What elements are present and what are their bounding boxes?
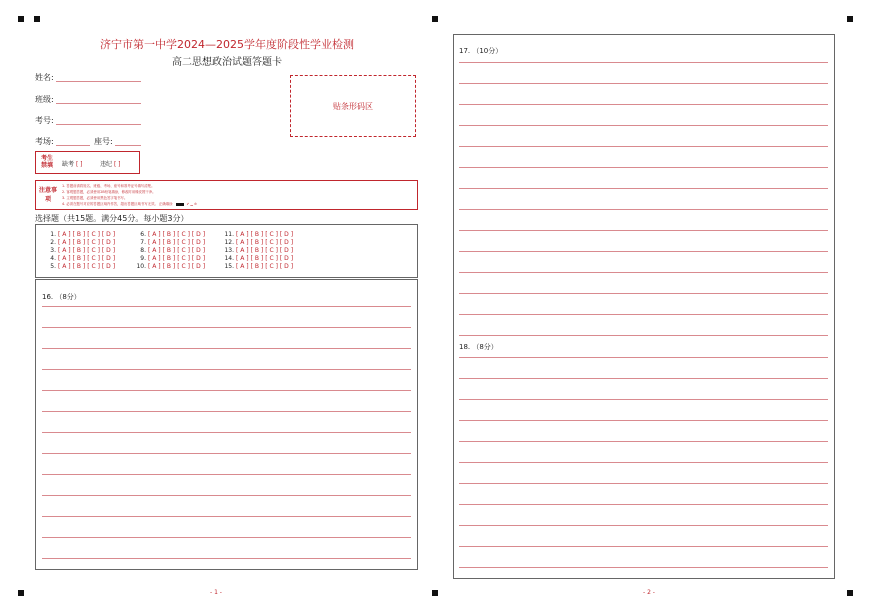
registration-mark xyxy=(432,590,438,596)
answer-line xyxy=(459,230,828,231)
answer-line xyxy=(459,420,828,421)
mc-option-bubble[interactable]: [ D ] xyxy=(101,247,116,254)
mc-option-bubble[interactable]: [ C ] xyxy=(177,239,190,246)
mc-option-bubble[interactable]: [ C ] xyxy=(87,255,100,262)
mc-option-bubble[interactable]: [ D ] xyxy=(101,263,116,270)
mc-question-number: 1. xyxy=(50,231,56,238)
registration-mark xyxy=(18,16,24,22)
mc-option-bubble[interactable]: [ B ] xyxy=(250,263,264,270)
note-item: 3. 主观题答题，必须使用黑色签字笔书写。 xyxy=(62,196,128,200)
mc-question-number: 11. xyxy=(224,231,234,238)
answer-line xyxy=(42,495,411,496)
violation-option[interactable] xyxy=(100,159,121,168)
answer-line xyxy=(459,209,828,210)
wrong-fill-example: ✔ ▁ ⊘ xyxy=(186,202,197,206)
mc-option-bubble[interactable]: [ B ] xyxy=(250,239,264,246)
answer-line xyxy=(459,546,828,547)
filled-mark-example xyxy=(176,203,184,206)
name-label: 姓名: xyxy=(35,73,54,82)
mc-question-number: 6. xyxy=(140,231,146,238)
mc-option-bubble[interactable]: [ C ] xyxy=(177,231,190,238)
answer-line xyxy=(42,306,411,307)
mc-option-bubble[interactable]: [ D ] xyxy=(279,231,294,238)
answer-line xyxy=(459,83,828,84)
mc-question xyxy=(136,247,207,255)
page-number-1: - 1 - xyxy=(210,589,222,596)
mc-question xyxy=(224,231,295,239)
answer-line xyxy=(459,441,828,442)
mc-option-bubble[interactable]: [ C ] xyxy=(265,231,278,238)
note-item-with-example xyxy=(62,201,412,207)
mc-question-number: 9. xyxy=(140,255,146,262)
mc-option-bubble[interactable]: [ C ] xyxy=(87,239,100,246)
mc-option-bubble[interactable]: [ D ] xyxy=(191,263,206,270)
mc-question-number: 10. xyxy=(136,263,146,270)
multiple-choice-box xyxy=(35,224,418,278)
mc-question xyxy=(46,239,117,247)
answer-line xyxy=(42,327,411,328)
mc-option-bubble[interactable]: [ A ] xyxy=(236,231,249,238)
answer-line xyxy=(42,369,411,370)
answer-line xyxy=(459,399,828,400)
mc-question xyxy=(224,247,295,255)
answer-line xyxy=(42,453,411,454)
answer-line xyxy=(459,167,828,168)
answer-line xyxy=(42,537,411,538)
mc-option-bubble[interactable]: [ B ] xyxy=(162,239,176,246)
answer-line xyxy=(459,525,828,526)
mc-question-number: 15. xyxy=(224,263,234,270)
mc-option-bubble[interactable]: [ D ] xyxy=(279,255,294,262)
mc-option-bubble[interactable]: [ C ] xyxy=(265,247,278,254)
registration-mark xyxy=(847,16,853,22)
mc-option-bubble[interactable]: [ B ] xyxy=(162,263,176,270)
absent-label: 缺考 xyxy=(62,161,75,168)
notes-box xyxy=(35,180,418,210)
mc-option-bubble[interactable]: [ C ] xyxy=(87,247,100,254)
mc-option-bubble[interactable]: [ B ] xyxy=(162,247,176,254)
mc-option-bubble[interactable]: [ A ] xyxy=(58,247,71,254)
mc-option-bubble[interactable]: [ C ] xyxy=(87,263,100,270)
mc-question xyxy=(224,255,295,263)
exam-room-field[interactable] xyxy=(56,145,90,146)
fill-example-label: 正确填涂 xyxy=(158,202,173,206)
mc-question-number: 4. xyxy=(50,255,56,262)
page-number-2: - 2 - xyxy=(643,589,655,596)
mc-option-bubble[interactable]: [ D ] xyxy=(191,231,206,238)
class-label: 班级: xyxy=(35,95,54,104)
mc-option-bubble[interactable]: [ A ] xyxy=(148,231,161,238)
answer-line xyxy=(459,378,828,379)
absence-label: 考生禁填 xyxy=(40,155,53,169)
name-field[interactable] xyxy=(56,81,141,82)
mc-question xyxy=(46,255,117,263)
mc-option-bubble[interactable]: [ B ] xyxy=(72,247,86,254)
mc-option-bubble[interactable]: [ A ] xyxy=(236,239,249,246)
mc-question-number: 14. xyxy=(224,255,234,262)
answer-line xyxy=(42,516,411,517)
answer-line xyxy=(459,293,828,294)
absent-bracket: [ ] xyxy=(75,161,83,168)
mc-option-bubble[interactable]: [ B ] xyxy=(162,255,176,262)
mc-option-bubble[interactable]: [ A ] xyxy=(58,255,71,262)
answer-line xyxy=(459,335,828,336)
violation-label: 违纪 xyxy=(100,161,113,168)
answer-line xyxy=(42,390,411,391)
mc-question xyxy=(46,231,117,239)
mc-option-bubble[interactable]: [ D ] xyxy=(279,239,294,246)
mc-option-bubble[interactable]: [ B ] xyxy=(72,255,86,262)
mc-option-bubble[interactable]: [ D ] xyxy=(191,255,206,262)
answer-line xyxy=(42,558,411,559)
mc-option-bubble[interactable]: [ B ] xyxy=(72,231,86,238)
mc-option-bubble[interactable]: [ D ] xyxy=(191,247,206,254)
notes-label: 注意事项 xyxy=(39,187,58,203)
mc-option-bubble[interactable]: [ B ] xyxy=(72,239,86,246)
answer-line xyxy=(459,188,828,189)
mc-question-number: 8. xyxy=(140,247,146,254)
class-field[interactable] xyxy=(56,103,141,104)
violation-bracket: [ ] xyxy=(113,161,121,168)
mc-option-bubble[interactable]: [ A ] xyxy=(148,239,161,246)
answer-line xyxy=(459,146,828,147)
mc-option-bubble[interactable]: [ D ] xyxy=(191,239,206,246)
answer-line xyxy=(459,462,828,463)
answer-line xyxy=(42,432,411,433)
mc-question xyxy=(136,263,207,271)
mc-question xyxy=(136,231,207,239)
mc-option-bubble[interactable]: [ D ] xyxy=(101,231,116,238)
mc-question xyxy=(224,239,295,247)
mc-option-bubble[interactable]: [ B ] xyxy=(250,231,264,238)
question-17-label: 17. （10分） xyxy=(459,47,503,55)
exam-number-label: 考号: xyxy=(35,116,54,125)
answer-line xyxy=(42,474,411,475)
answer-line xyxy=(459,272,828,273)
mc-option-bubble[interactable]: [ C ] xyxy=(265,255,278,262)
answer-line xyxy=(459,567,828,568)
mc-option-bubble[interactable]: [ D ] xyxy=(101,255,116,262)
mc-question-number: 13. xyxy=(224,247,234,254)
multiple-choice-heading: 选择题（共15题。满分45分。每小题3分） xyxy=(35,214,189,223)
mc-option-bubble[interactable]: [ A ] xyxy=(148,263,161,270)
mc-option-bubble[interactable]: [ A ] xyxy=(58,239,71,246)
mc-option-bubble[interactable]: [ B ] xyxy=(250,247,264,254)
note-item: 4. 必须在题号对应的答题区域内作答，超出答题区域书写无效。 xyxy=(62,202,158,206)
mc-option-bubble[interactable]: [ A ] xyxy=(58,263,71,270)
exam-number-field[interactable] xyxy=(56,124,141,125)
registration-mark xyxy=(18,590,24,596)
mc-question-number: 2. xyxy=(50,239,56,246)
exam-room-label: 考场: xyxy=(35,137,54,146)
mc-option-bubble[interactable]: [ B ] xyxy=(162,231,176,238)
answer-line xyxy=(459,357,828,358)
seat-field[interactable] xyxy=(115,145,141,146)
answer-line xyxy=(459,251,828,252)
registration-mark xyxy=(432,16,438,22)
answer-line xyxy=(459,314,828,315)
mc-question-number: 5. xyxy=(50,263,56,270)
school-title: 济宁市第一中学2024—2025学年度阶段性学业检测 xyxy=(100,38,354,51)
seat-label: 座号: xyxy=(94,137,113,146)
mc-option-bubble[interactable]: [ A ] xyxy=(148,255,161,262)
mc-option-bubble[interactable]: [ B ] xyxy=(250,255,264,262)
registration-mark xyxy=(847,590,853,596)
mc-option-bubble[interactable]: [ A ] xyxy=(236,263,249,270)
absence-box xyxy=(35,151,140,174)
mc-option-bubble[interactable]: [ A ] xyxy=(236,255,249,262)
absent-option[interactable] xyxy=(62,159,83,168)
answer-box-16[interactable] xyxy=(35,279,418,570)
question-16-label: 16. （8分） xyxy=(42,293,81,301)
registration-mark xyxy=(34,16,40,22)
mc-option-bubble[interactable]: [ A ] xyxy=(58,231,71,238)
mc-question xyxy=(136,239,207,247)
sheet-subtitle: 高二思想政治试题答题卡 xyxy=(172,57,282,68)
answer-line xyxy=(459,483,828,484)
mc-option-bubble[interactable]: [ A ] xyxy=(148,247,161,254)
answer-line xyxy=(459,504,828,505)
mc-option-bubble[interactable]: [ B ] xyxy=(72,263,86,270)
mc-question-number: 12. xyxy=(224,239,234,246)
answer-line xyxy=(459,62,828,63)
mc-question xyxy=(224,263,295,271)
mc-option-bubble[interactable]: [ D ] xyxy=(279,247,294,254)
mc-option-bubble[interactable]: [ D ] xyxy=(279,263,294,270)
answer-line xyxy=(459,125,828,126)
answer-line xyxy=(42,411,411,412)
note-item: 2. 客观题答题，必须使用2B铅笔填涂，修改时用橡皮擦干净。 xyxy=(62,190,156,194)
mc-option-bubble[interactable]: [ C ] xyxy=(177,263,190,270)
mc-option-bubble[interactable]: [ C ] xyxy=(265,263,278,270)
mc-option-bubble[interactable]: [ C ] xyxy=(177,255,190,262)
answer-box-17-18[interactable] xyxy=(453,34,835,579)
mc-option-bubble[interactable]: [ D ] xyxy=(101,239,116,246)
barcode-area: 贴条形码区 xyxy=(290,75,416,137)
answer-line xyxy=(42,348,411,349)
mc-question xyxy=(46,247,117,255)
mc-option-bubble[interactable]: [ C ] xyxy=(265,239,278,246)
mc-option-bubble[interactable]: [ C ] xyxy=(87,231,100,238)
mc-question-number: 7. xyxy=(140,239,146,246)
question-18-label: 18. （8分） xyxy=(459,343,498,351)
mc-option-bubble[interactable]: [ A ] xyxy=(236,247,249,254)
mc-option-bubble[interactable]: [ C ] xyxy=(177,247,190,254)
note-item: 1. 答题前请将姓名、班级、考场、座号和准考证号填写清楚。 xyxy=(62,184,155,188)
answer-line xyxy=(459,104,828,105)
mc-question xyxy=(136,255,207,263)
mc-question-number: 3. xyxy=(50,247,56,254)
mc-question xyxy=(46,263,117,271)
